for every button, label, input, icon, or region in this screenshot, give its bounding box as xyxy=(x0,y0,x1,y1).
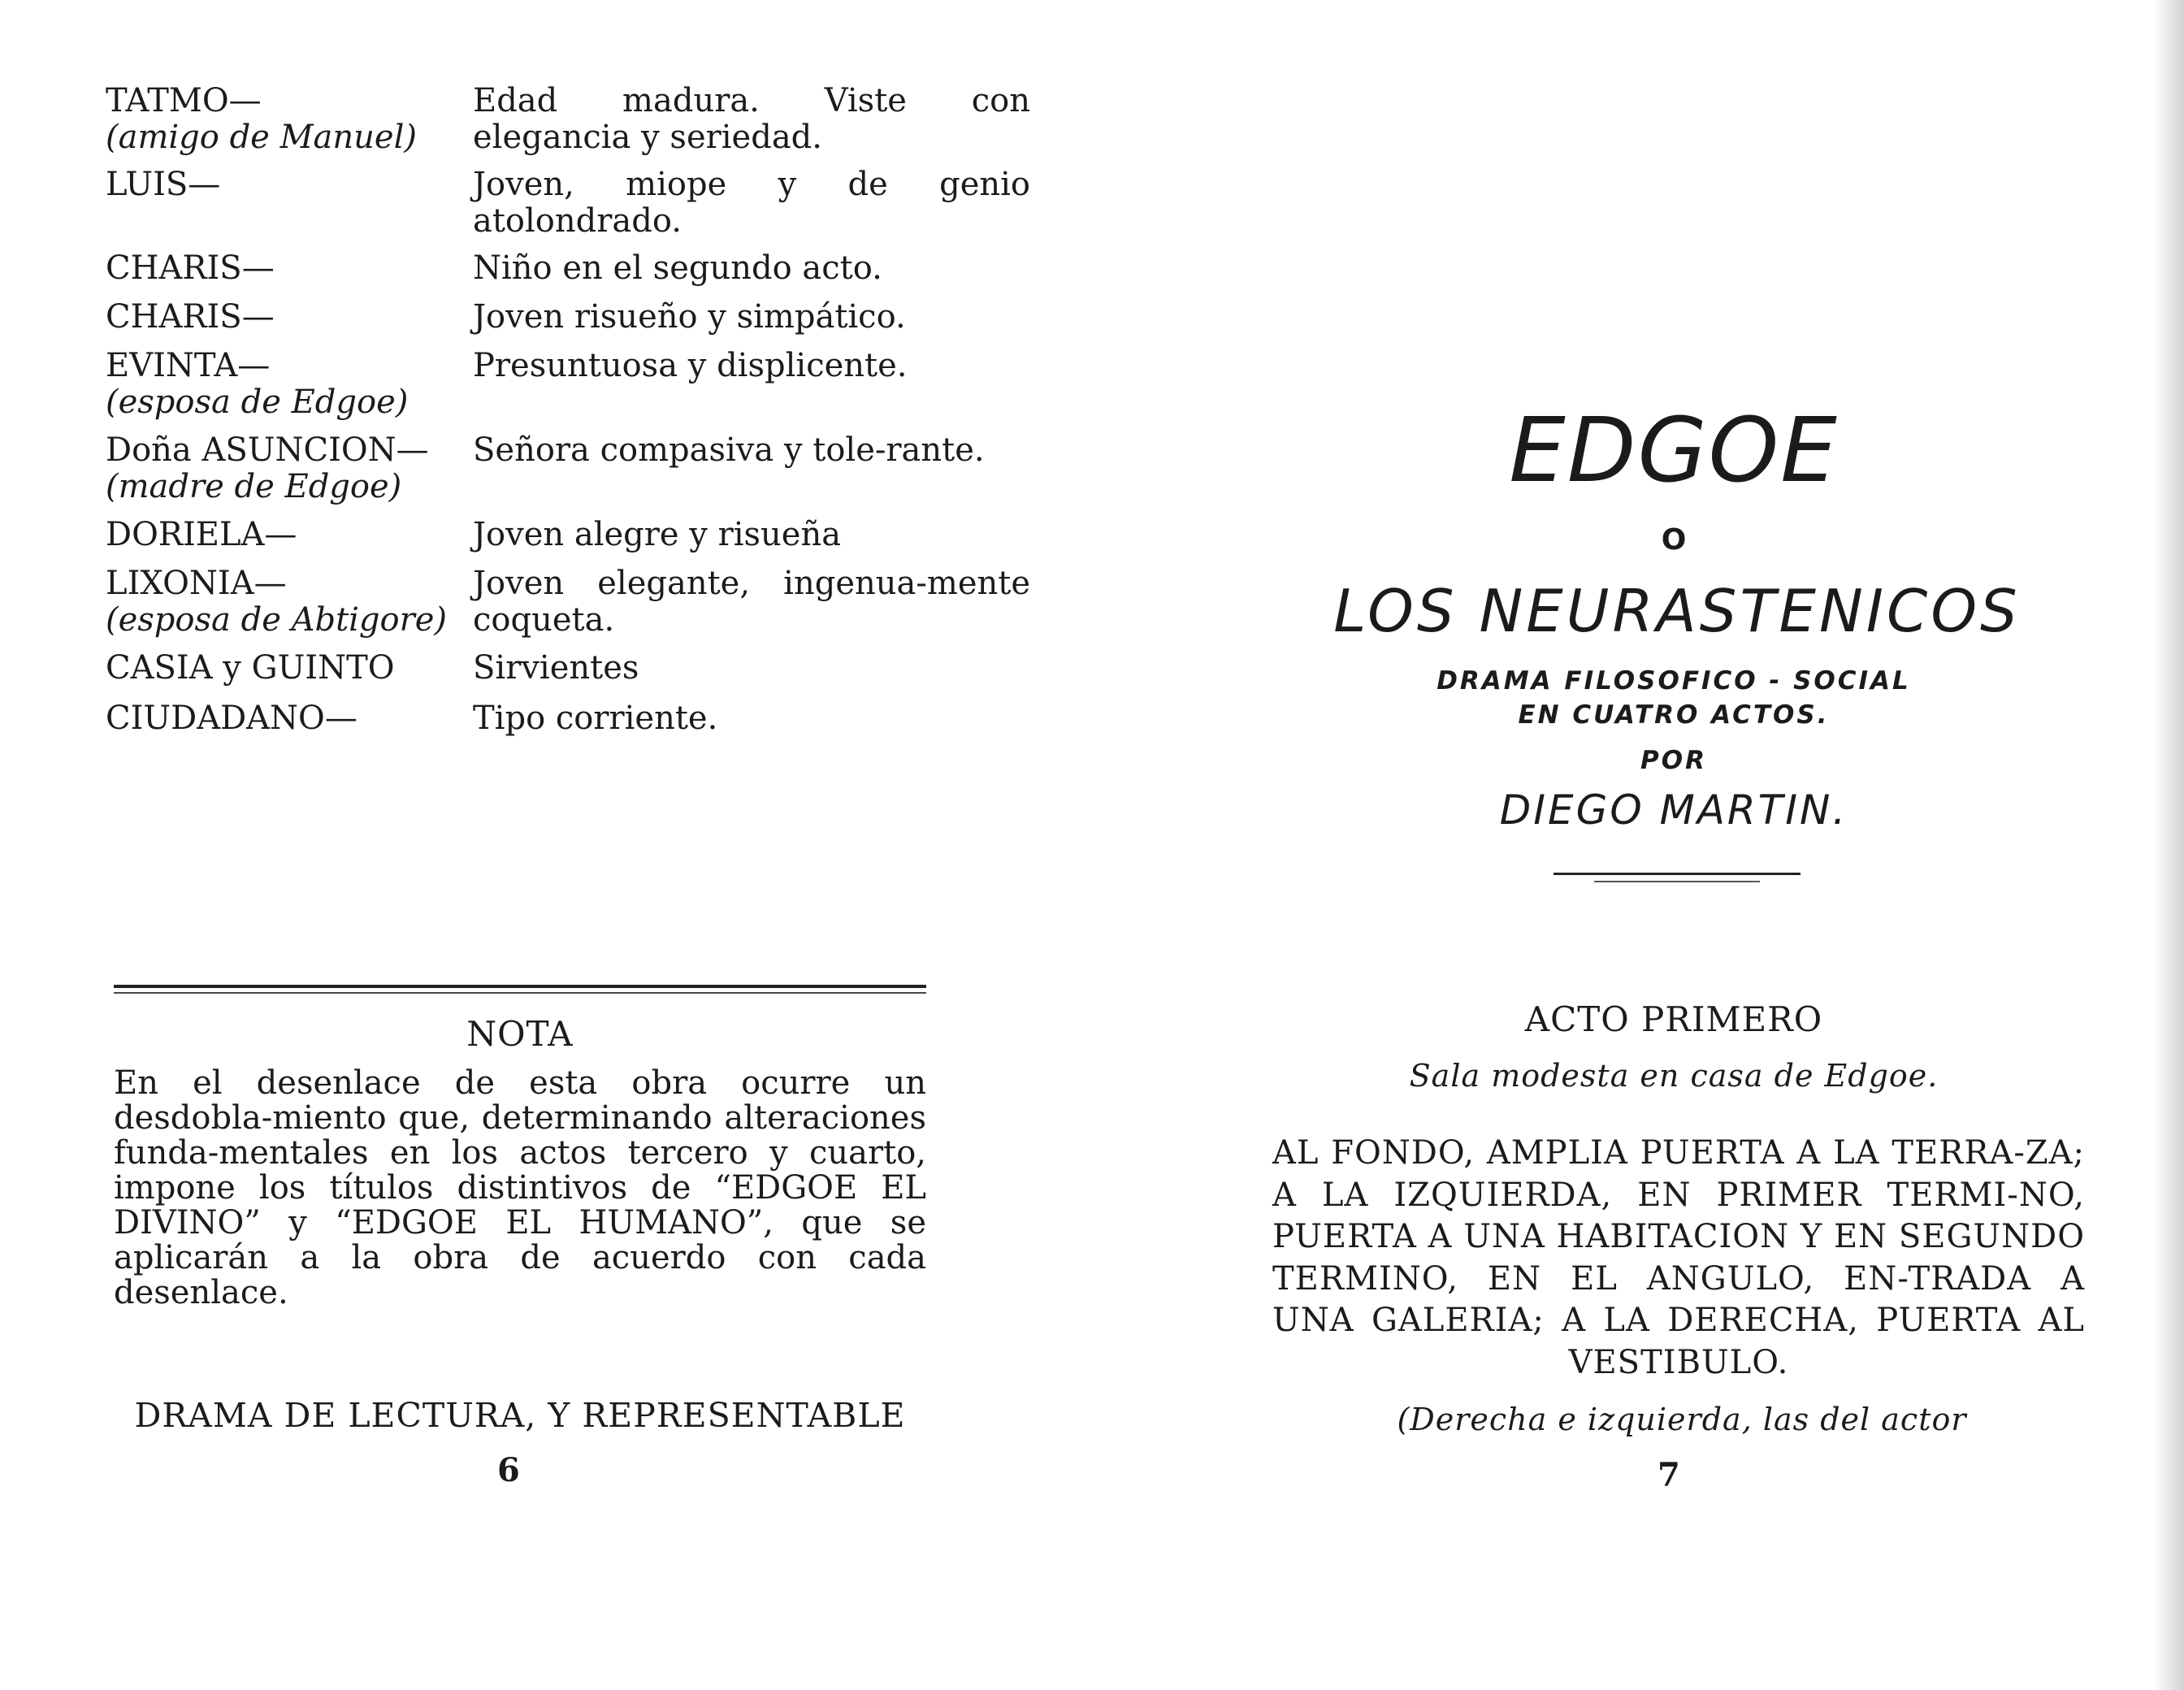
cast-relation: (esposa de Abtigore) xyxy=(106,601,448,639)
cast-description: Presuntuosa y displicente. xyxy=(473,347,908,384)
cast-description: Sirvientes xyxy=(473,649,639,687)
play-title: EDGOE xyxy=(1509,398,1839,502)
section-divider xyxy=(114,985,926,988)
genre-line-1: DRAMA FILOSOFICO - SOCIAL xyxy=(1436,666,1911,696)
page-number-right: 7 xyxy=(1658,1456,1680,1494)
nota-paragraph: En el desenlace de esta obra ocurre un desdobla-miento que, determinando alteraciones funda-mentales en los actos tercero y cuarto, impone los títulos distintivos de “EDGOE EL DIVINO” y “EDGOE EL HUMANO”, que se aplicarán a la obra de acuerdo con cada desenlace. xyxy=(114,1064,926,1311)
cast-description: Señora compasiva y tole-rante. xyxy=(473,431,985,469)
cast-name: Doña ASUNCION— xyxy=(106,431,429,469)
cast-name: CIUDADANO— xyxy=(106,700,358,737)
genre-line-2: EN CUATRO ACTOS. xyxy=(1518,700,1830,730)
cast-name: LUIS— xyxy=(106,166,221,203)
cast-description: Niño en el segundo acto. xyxy=(473,249,882,287)
cast-description: Joven elegante, ingenua-mente coqueta. xyxy=(473,565,1030,639)
cast-description: Joven risueño y simpático. xyxy=(473,298,906,336)
cast-name: LIXONIA— xyxy=(106,565,287,602)
cast-description: Joven, miope y de genio atolondrado. xyxy=(473,166,1030,240)
drama-note: DRAMA DE LECTURA, Y REPRESENTABLE xyxy=(134,1396,906,1435)
cast-name: CASIA y GUINTO xyxy=(106,649,395,687)
cast-name: DORIELA— xyxy=(106,516,297,553)
stage-note: (Derecha e izquierda, las del actor xyxy=(1397,1402,1967,1437)
title-divider xyxy=(1554,873,1800,875)
nota-heading: NOTA xyxy=(466,1014,574,1054)
cast-name: TATMO— xyxy=(106,82,262,119)
act-heading: ACTO PRIMERO xyxy=(1524,999,1823,1039)
cast-name: CHARIS— xyxy=(106,298,275,336)
page-number-left: 6 xyxy=(497,1451,520,1489)
cast-description: Tipo corriente. xyxy=(473,700,718,737)
play-subtitle: LOS NEURASTENICOS xyxy=(1333,577,2021,645)
page-edge-shadow xyxy=(2153,0,2184,1690)
cast-relation: (amigo de Manuel) xyxy=(106,119,417,156)
cast-relation: (madre de Edgoe) xyxy=(106,468,402,505)
scene-description: Sala modesta en casa de Edgoe. xyxy=(1409,1058,1939,1094)
por-label: POR xyxy=(1640,746,1707,775)
author-name: DIEGO MARTIN. xyxy=(1499,786,1848,834)
stage-directions: AL FONDO, AMPLIA PUERTA A LA TERRA-ZA; A LA IZQUIERDA, EN PRIMER TERMI-NO, PUERTA A UNA HABITACION Y EN SEGUNDO TERMINO, EN EL ANGULO, EN-TRADA A UNA GALERIA; A LA DERECHA, PUERTA AL VESTIBULO. xyxy=(1272,1134,2085,1381)
cast-relation: (esposa de Edgoe) xyxy=(106,384,409,421)
cast-description: Joven alegre y risueña xyxy=(473,516,842,553)
title-conjunction: O xyxy=(1661,523,1687,557)
cast-description: Edad madura. Viste con elegancia y seriedad. xyxy=(473,82,1030,156)
cast-name: CHARIS— xyxy=(106,249,275,287)
cast-name: EVINTA— xyxy=(106,347,271,384)
